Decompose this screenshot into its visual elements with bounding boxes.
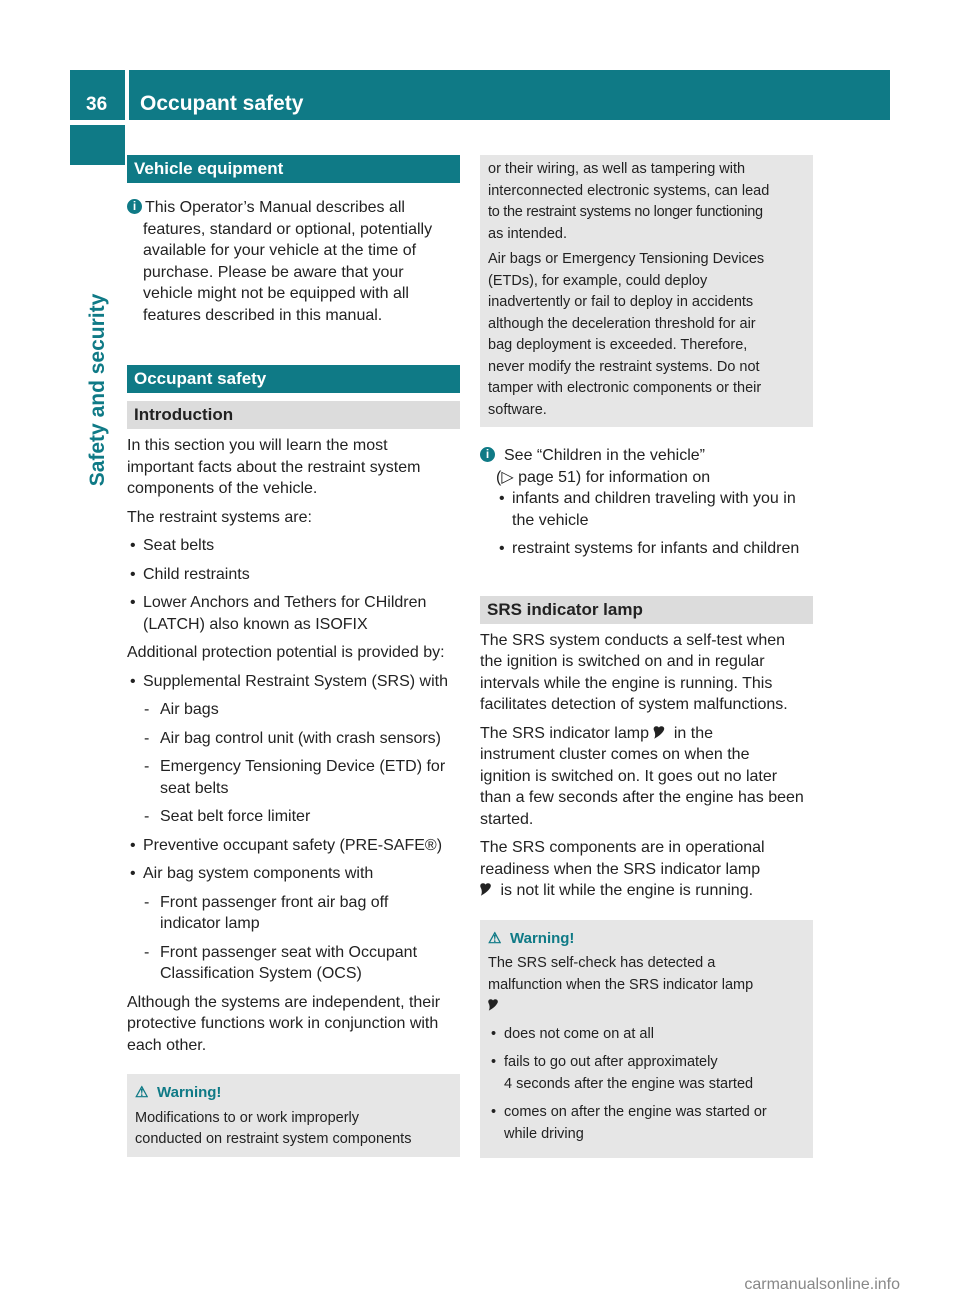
page-number-box bbox=[70, 70, 125, 120]
list-item: • fails to go out after approximately 4 seconds after the engine was started bbox=[488, 1052, 805, 1095]
text-line: Modifications to or work improperly bbox=[135, 1109, 360, 1126]
heading-vehicle-equipment: Vehicle equipment bbox=[127, 155, 460, 183]
list-item: • Air bag system components with bbox=[127, 863, 460, 885]
left-column bbox=[127, 155, 460, 1157]
sub-item: - Front passenger seat with Occupant Classification System (OCS) bbox=[127, 942, 460, 985]
warning-title: ⚠ Warning! bbox=[135, 1082, 452, 1104]
warning-box-continued bbox=[480, 155, 813, 427]
srs-paragraph-2: The SRS indicator lamp 🎔 in the instrument cluster comes on when the ignition is switched on. It goes out no later than a few seconds after the engine has been started. bbox=[480, 724, 804, 828]
page-title: Occupant safety bbox=[140, 92, 304, 115]
text-line: vehicle might not be equipped with all bbox=[143, 285, 409, 302]
srs-lamp-icon: 🎔 bbox=[488, 998, 499, 1014]
text-line: This Operator’s Manual describes all bbox=[145, 199, 405, 216]
text-line: conducted on restraint system components bbox=[135, 1131, 412, 1147]
text-line: inadvertently or fail to deploy in accidents bbox=[488, 294, 754, 310]
warning-box-srs bbox=[480, 920, 813, 1159]
sub-item: - Air bags bbox=[127, 699, 460, 721]
right-column bbox=[480, 155, 813, 1158]
text-line: malfunction when the SRS indicator lamp bbox=[488, 976, 754, 993]
list-item: • does not come on at all bbox=[488, 1024, 805, 1046]
list-item: • comes on after the engine was started or while driving bbox=[488, 1102, 805, 1145]
list-item: • Supplemental Restraint System (SRS) with bbox=[127, 671, 460, 693]
text-line: although the deceleration threshold for air bbox=[488, 315, 756, 332]
heading-srs-indicator-lamp: SRS indicator lamp bbox=[480, 596, 813, 624]
text-line: features, standard or optional, potentially bbox=[143, 220, 433, 238]
sub-item: - Front passenger front air bag off indicator lamp bbox=[127, 892, 460, 935]
sub-item: - Seat belt force limiter bbox=[127, 806, 460, 828]
list-item: • Seat belts bbox=[127, 535, 460, 557]
srs-paragraph-1: The SRS system conducts a self-test when the ignition is switched on and in regular intervals while the engine is running. This facilitates detection of system malfunctions. bbox=[480, 631, 788, 713]
text-line: bag deployment is exceeded. Therefore, bbox=[488, 337, 748, 353]
intro-paragraph: In this section you will learn the most important facts about the restraint system components of the vehicle. bbox=[127, 437, 421, 497]
info-icon: i bbox=[127, 199, 142, 214]
list-item: • Preventive occupant safety (PRE-SAFE®) bbox=[127, 835, 460, 857]
info-text bbox=[143, 197, 460, 326]
warning-icon: ⚠ bbox=[135, 1084, 149, 1101]
although-paragraph: Although the systems are independent, their protective functions work in conjunction with each other. bbox=[127, 993, 441, 1054]
text-line: software. bbox=[488, 401, 547, 418]
text-line: purchase. Please be aware that your bbox=[143, 263, 404, 281]
sub-item: - Emergency Tensioning Device (ETD) for seat belts bbox=[127, 756, 460, 799]
text-line: features described in this manual. bbox=[143, 306, 383, 324]
srs-lamp-icon: 🎔 bbox=[653, 724, 665, 742]
text-line: (ETDs), for example, could deploy bbox=[488, 272, 708, 289]
info-note bbox=[127, 197, 460, 326]
warning-icon: ⚠ bbox=[488, 929, 502, 947]
page-reference-link[interactable]: (▷ page 51) for information on bbox=[496, 468, 711, 486]
restraint-lead: The restraint systems are: bbox=[127, 508, 312, 526]
list-item: • Child restraints bbox=[127, 564, 460, 586]
text-line: to the restraint systems no longer functioning bbox=[488, 204, 763, 220]
warning-box bbox=[127, 1074, 460, 1157]
text-line: as intended. bbox=[488, 225, 568, 242]
list-item: • infants and children traveling with you in the vehicle bbox=[496, 488, 813, 531]
list-item: • Lower Anchors and Tethers for CHildren (LATCH) also known as ISOFIX bbox=[127, 592, 460, 635]
info-note-children bbox=[480, 445, 813, 560]
list-item: • restraint systems for infants and children bbox=[496, 538, 813, 560]
watermark: carmanualsonline.info bbox=[744, 1276, 900, 1293]
sub-item: - Air bag control unit (with crash sensors) bbox=[127, 728, 460, 750]
text-line: never modify the restraint systems. Do not bbox=[488, 358, 760, 375]
text-line: Air bags or Emergency Tensioning Devices bbox=[488, 251, 765, 267]
text-line: or their wiring, as well as tampering with bbox=[488, 161, 746, 177]
warning-title: ⚠ Warning! bbox=[488, 928, 805, 950]
srs-lamp-icon: 🎔 bbox=[480, 882, 492, 899]
srs-paragraph-3: The SRS components are in operational readiness when the SRS indicator lamp 🎔 is not lit while the engine is running. bbox=[480, 837, 813, 902]
additional-lead: Additional protection potential is provided by: bbox=[127, 644, 445, 661]
heading-introduction: Introduction bbox=[127, 401, 460, 429]
heading-occupant-safety: Occupant safety bbox=[127, 365, 460, 393]
info-icon: i bbox=[480, 447, 495, 462]
text-line: interconnected electronic systems, can lead bbox=[488, 182, 770, 199]
section-label: Safety and security bbox=[86, 293, 109, 487]
page-number: 36 bbox=[86, 94, 108, 115]
side-tab bbox=[70, 125, 125, 165]
header-bar bbox=[129, 70, 890, 120]
text-line: available for your vehicle at the time of bbox=[143, 242, 417, 259]
text-line: tamper with electronic components or their bbox=[488, 380, 762, 396]
text-line: The SRS self-check has detected a bbox=[488, 955, 716, 971]
text-line: See “Children in the vehicle” bbox=[504, 447, 705, 464]
